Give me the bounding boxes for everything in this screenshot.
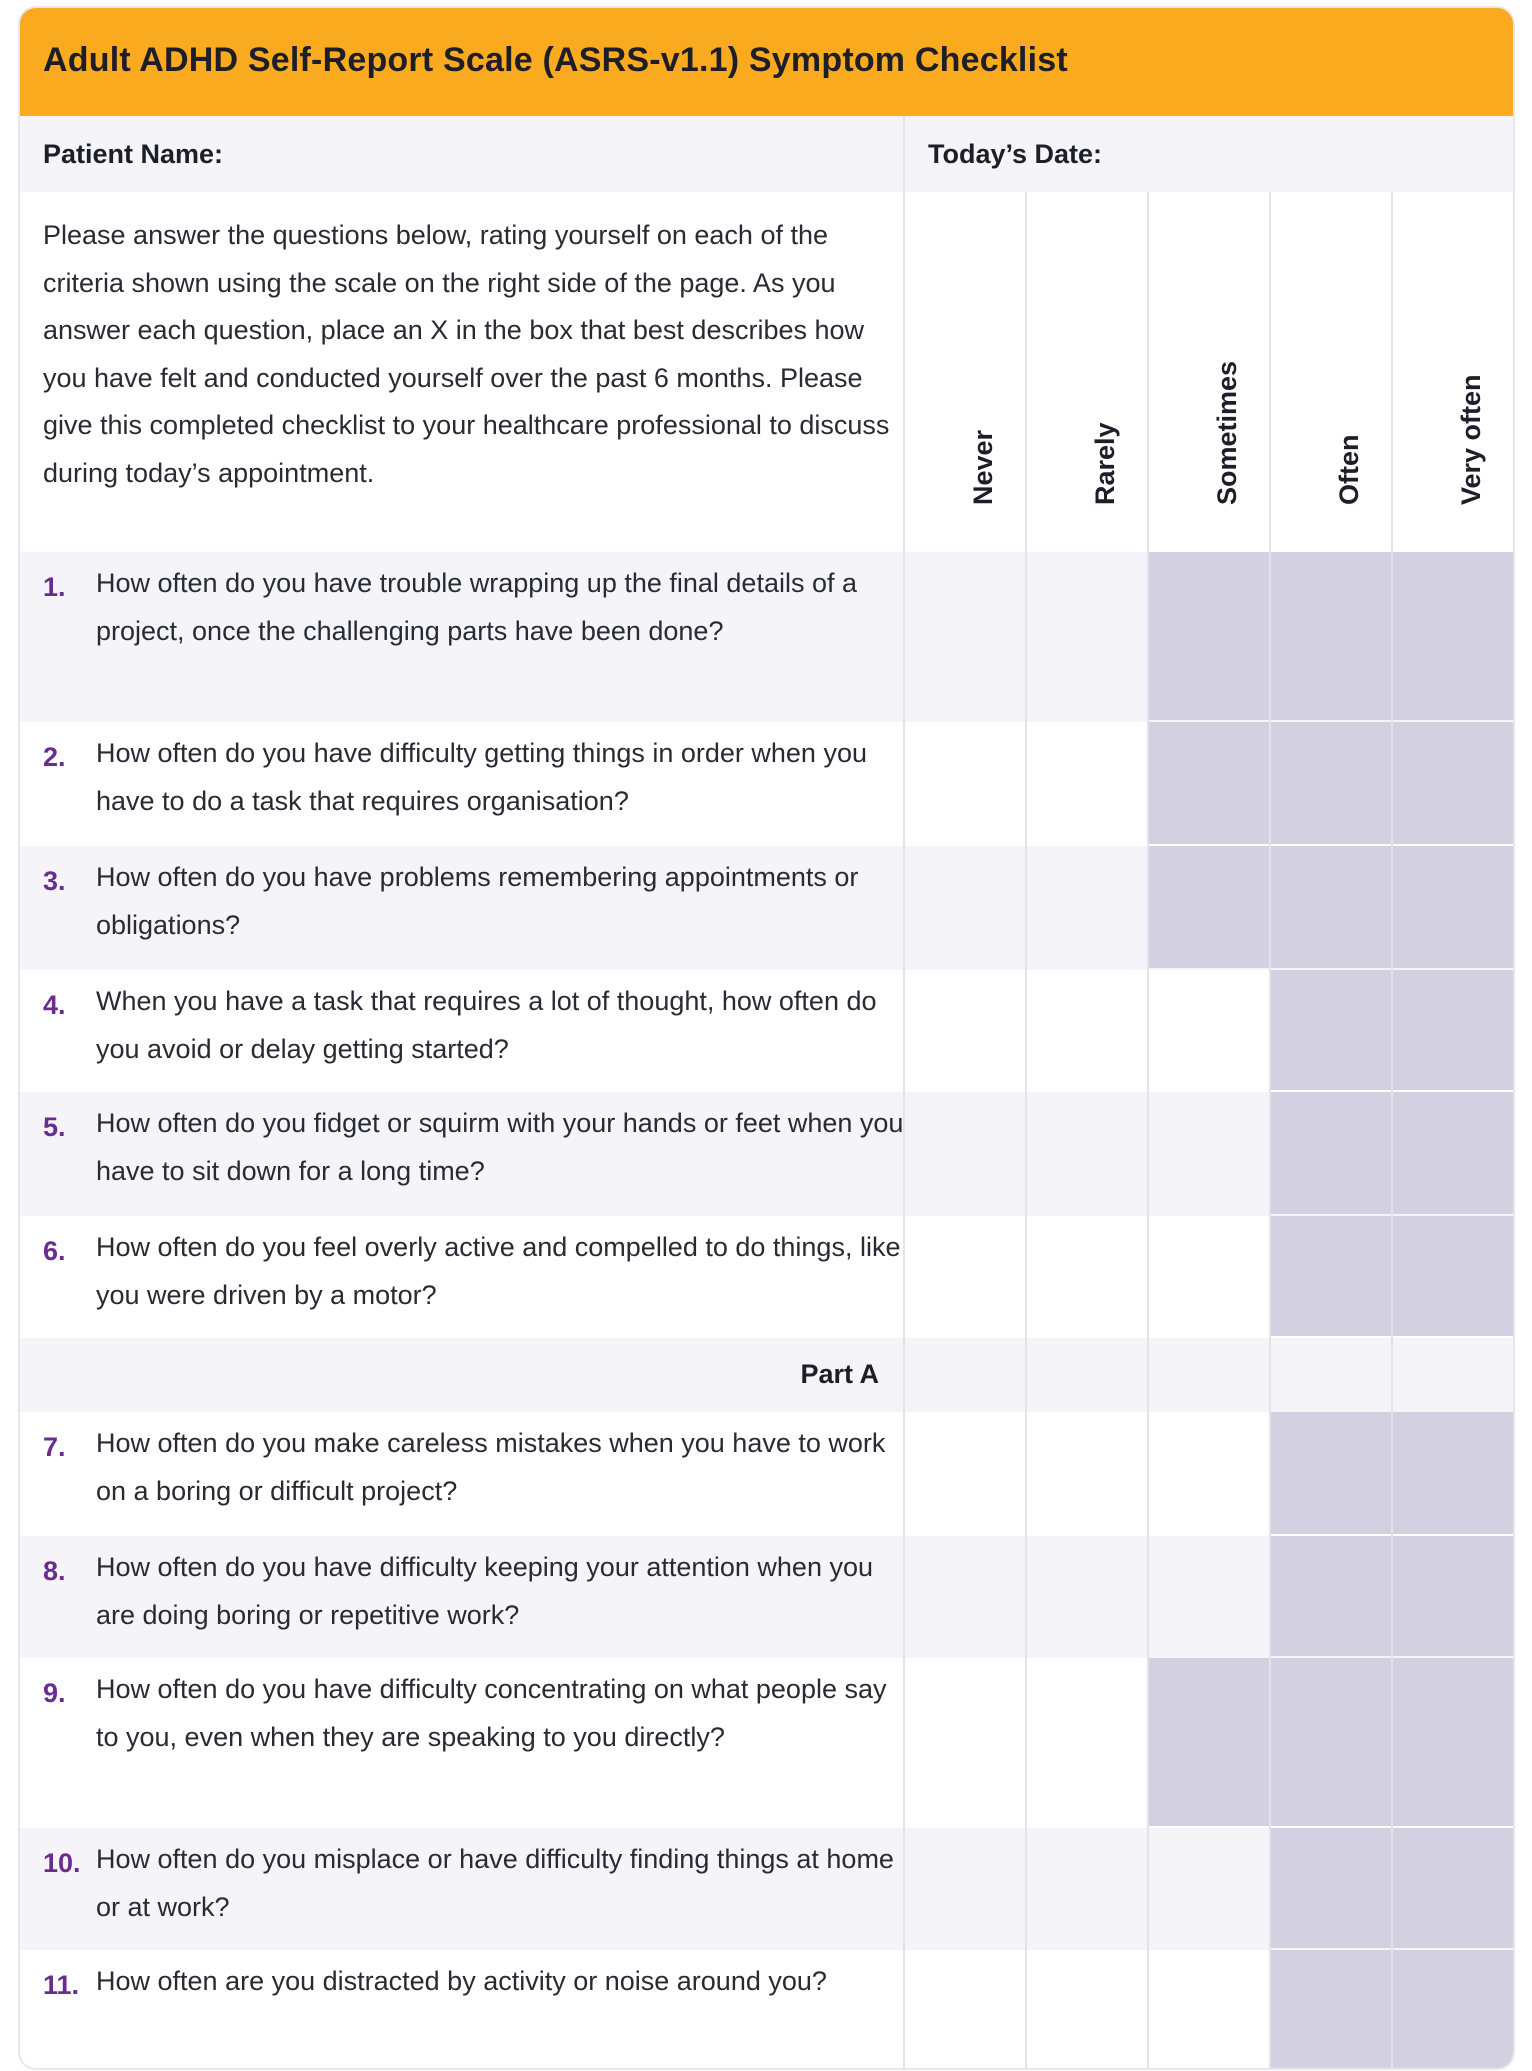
question-row <box>20 552 1513 722</box>
instructions-row <box>20 192 1513 552</box>
question-row <box>20 1950 1513 2068</box>
answer-box-rarely[interactable] <box>1027 722 1147 844</box>
answer-box-rarely[interactable] <box>1027 1658 1147 1826</box>
answer-box-very-often[interactable] <box>1393 1216 1513 1336</box>
answer-box-rarely[interactable] <box>1027 1536 1147 1656</box>
question-text: How often do you make careless mistakes when you have to work on a boring or difficult project? <box>96 1428 886 1506</box>
question-row <box>20 1412 1513 1536</box>
part-a-row <box>20 1338 1513 1412</box>
answer-box-often[interactable] <box>1271 970 1391 1090</box>
answer-box-sometimes[interactable] <box>1149 552 1269 720</box>
question-text: How often do you misplace or have difficulty finding things at home or at work? <box>96 1844 894 1922</box>
answer-box-very-often[interactable] <box>1393 970 1513 1090</box>
question-text: When you have a task that requires a lot of thought, how often do you avoid or delay getting started? <box>96 986 877 1064</box>
answer-box-never[interactable] <box>905 1216 1025 1336</box>
question-number: 1. <box>43 572 66 602</box>
question-number: 7. <box>43 1432 66 1462</box>
column-label: Often <box>1334 434 1364 505</box>
column-divider <box>1269 192 1271 2068</box>
question-row <box>20 722 1513 846</box>
column-divider <box>1147 192 1149 2068</box>
question-row <box>20 846 1513 970</box>
answer-box-sometimes[interactable] <box>1149 1950 1269 2068</box>
answer-box-rarely[interactable] <box>1027 1216 1147 1336</box>
answer-box-often[interactable] <box>1271 1536 1391 1656</box>
question-row <box>20 1536 1513 1658</box>
column-label: Very often <box>1456 374 1486 505</box>
question-text: How often do you fidget or squirm with your hands or feet when you have to sit down for a long time? <box>96 1108 904 1186</box>
answer-box-rarely[interactable] <box>1027 552 1147 720</box>
answer-box-sometimes[interactable] <box>1149 1828 1269 1948</box>
answer-box-often[interactable] <box>1271 846 1391 968</box>
answer-box-never[interactable] <box>905 970 1025 1090</box>
answer-box-sometimes[interactable] <box>1149 1092 1269 1214</box>
answer-box-very-often[interactable] <box>1393 552 1513 720</box>
form-title: Adult ADHD Self-Report Scale (ASRS-v1.1) Symptom Checklist <box>43 41 1068 79</box>
answer-box-sometimes[interactable] <box>1149 970 1269 1090</box>
answer-box-rarely[interactable] <box>1027 1092 1147 1214</box>
question-number: 6. <box>43 1236 66 1266</box>
answer-box-rarely[interactable] <box>1027 1950 1147 2068</box>
answer-box-never[interactable] <box>905 552 1025 720</box>
question-text: How often do you feel overly active and compelled to do things, like you were driven by a motor? <box>96 1232 901 1310</box>
question-row <box>20 1092 1513 1216</box>
answer-box-rarely[interactable] <box>1027 1828 1147 1948</box>
question-number: 5. <box>43 1112 66 1142</box>
answer-box-never[interactable] <box>905 722 1025 844</box>
answer-box-often[interactable] <box>1271 722 1391 844</box>
column-never <box>906 336 1030 536</box>
answer-box-very-often[interactable] <box>1393 1950 1513 2068</box>
column-divider <box>1391 192 1393 2068</box>
answer-box-very-often[interactable] <box>1393 1412 1513 1534</box>
answer-box-often[interactable] <box>1271 1412 1391 1534</box>
patient-info-row <box>20 116 1513 192</box>
answer-box-sometimes[interactable] <box>1149 1412 1269 1534</box>
column-label: Rarely <box>1090 422 1120 505</box>
answer-box-sometimes[interactable] <box>1149 1658 1269 1826</box>
divider <box>903 116 905 192</box>
answer-box-often[interactable] <box>1271 552 1391 720</box>
answer-box-sometimes[interactable] <box>1149 1536 1269 1656</box>
question-text: How often do you have problems remembering appointments or obligations? <box>96 862 859 940</box>
column-label: Never <box>968 429 998 505</box>
question-text: How often do you have trouble wrapping up the final details of a project, once the challenging parts have been done? <box>96 568 857 646</box>
question-row <box>20 1828 1513 1950</box>
question-number: 8. <box>43 1556 66 1586</box>
question-row <box>20 970 1513 1092</box>
answer-box-very-often[interactable] <box>1393 1092 1513 1214</box>
question-row <box>20 1216 1513 1338</box>
question-number: 3. <box>43 866 66 896</box>
question-row <box>20 1658 1513 1828</box>
question-text: How often are you distracted by activity or noise around you? <box>96 1966 827 1996</box>
answer-box-never[interactable] <box>905 1536 1025 1656</box>
answer-box-very-often[interactable] <box>1393 1828 1513 1948</box>
answer-box-often[interactable] <box>1271 1658 1391 1826</box>
question-text: How often do you have difficulty getting things in order when you have to do a task that requires organisation? <box>96 738 867 816</box>
answer-box-very-often[interactable] <box>1393 1536 1513 1656</box>
question-text: How often do you have difficulty concentrating on what people say to you, even when they are speaking to you directly? <box>96 1674 887 1752</box>
column-label: Sometimes <box>1212 360 1242 505</box>
title-bar <box>20 8 1513 116</box>
column-rarely <box>1028 336 1152 536</box>
answer-box-sometimes[interactable] <box>1149 846 1269 968</box>
todays-date-label: Today’s Date: <box>928 139 1103 169</box>
answer-box-often[interactable] <box>1271 1092 1391 1214</box>
answer-box-often[interactable] <box>1271 1216 1391 1336</box>
column-often <box>1272 336 1396 536</box>
answer-box-very-often[interactable] <box>1393 1658 1513 1826</box>
question-number: 10. <box>43 1848 81 1878</box>
answer-box-never[interactable] <box>905 1950 1025 2068</box>
question-text: How often do you have difficulty keeping your attention when you are doing boring or repetitive work? <box>96 1552 874 1630</box>
answer-box-very-often[interactable] <box>1393 722 1513 844</box>
answer-box-never[interactable] <box>905 1828 1025 1948</box>
column-divider <box>903 192 905 2068</box>
part-a-label: Part A <box>800 1359 879 1389</box>
answer-box-sometimes[interactable] <box>1149 1216 1269 1336</box>
column-sometimes <box>1150 336 1274 536</box>
answer-box-never[interactable] <box>905 1092 1025 1214</box>
answer-box-sometimes[interactable] <box>1149 722 1269 844</box>
answer-box-rarely[interactable] <box>1027 846 1147 968</box>
question-number: 4. <box>43 990 66 1020</box>
column-divider <box>1025 192 1027 2068</box>
column-very-often <box>1394 336 1513 536</box>
question-number: 9. <box>43 1678 66 1708</box>
answer-box-rarely[interactable] <box>1027 970 1147 1090</box>
instructions-text: Please answer the questions below, rating yourself on each of the criteria shown using the scale on the right side of the page. As you answer each question, place an X in the box that best describes how you have felt and conducted yourself over the past 6 months. Please give this completed checklist to your healthcare professional to discuss during today’s appointment. <box>43 220 890 488</box>
answer-box-rarely[interactable] <box>1027 1412 1147 1534</box>
checklist-card <box>20 8 1513 2068</box>
answer-box-never[interactable] <box>905 1412 1025 1534</box>
answer-box-very-often[interactable] <box>1393 846 1513 968</box>
answer-box-often[interactable] <box>1271 1828 1391 1948</box>
question-number: 2. <box>43 742 66 772</box>
patient-name-label: Patient Name: <box>43 139 224 169</box>
answer-box-never[interactable] <box>905 846 1025 968</box>
question-number: 11. <box>43 1970 80 2000</box>
answer-box-often[interactable] <box>1271 1950 1391 2068</box>
answer-box-never[interactable] <box>905 1658 1025 1826</box>
